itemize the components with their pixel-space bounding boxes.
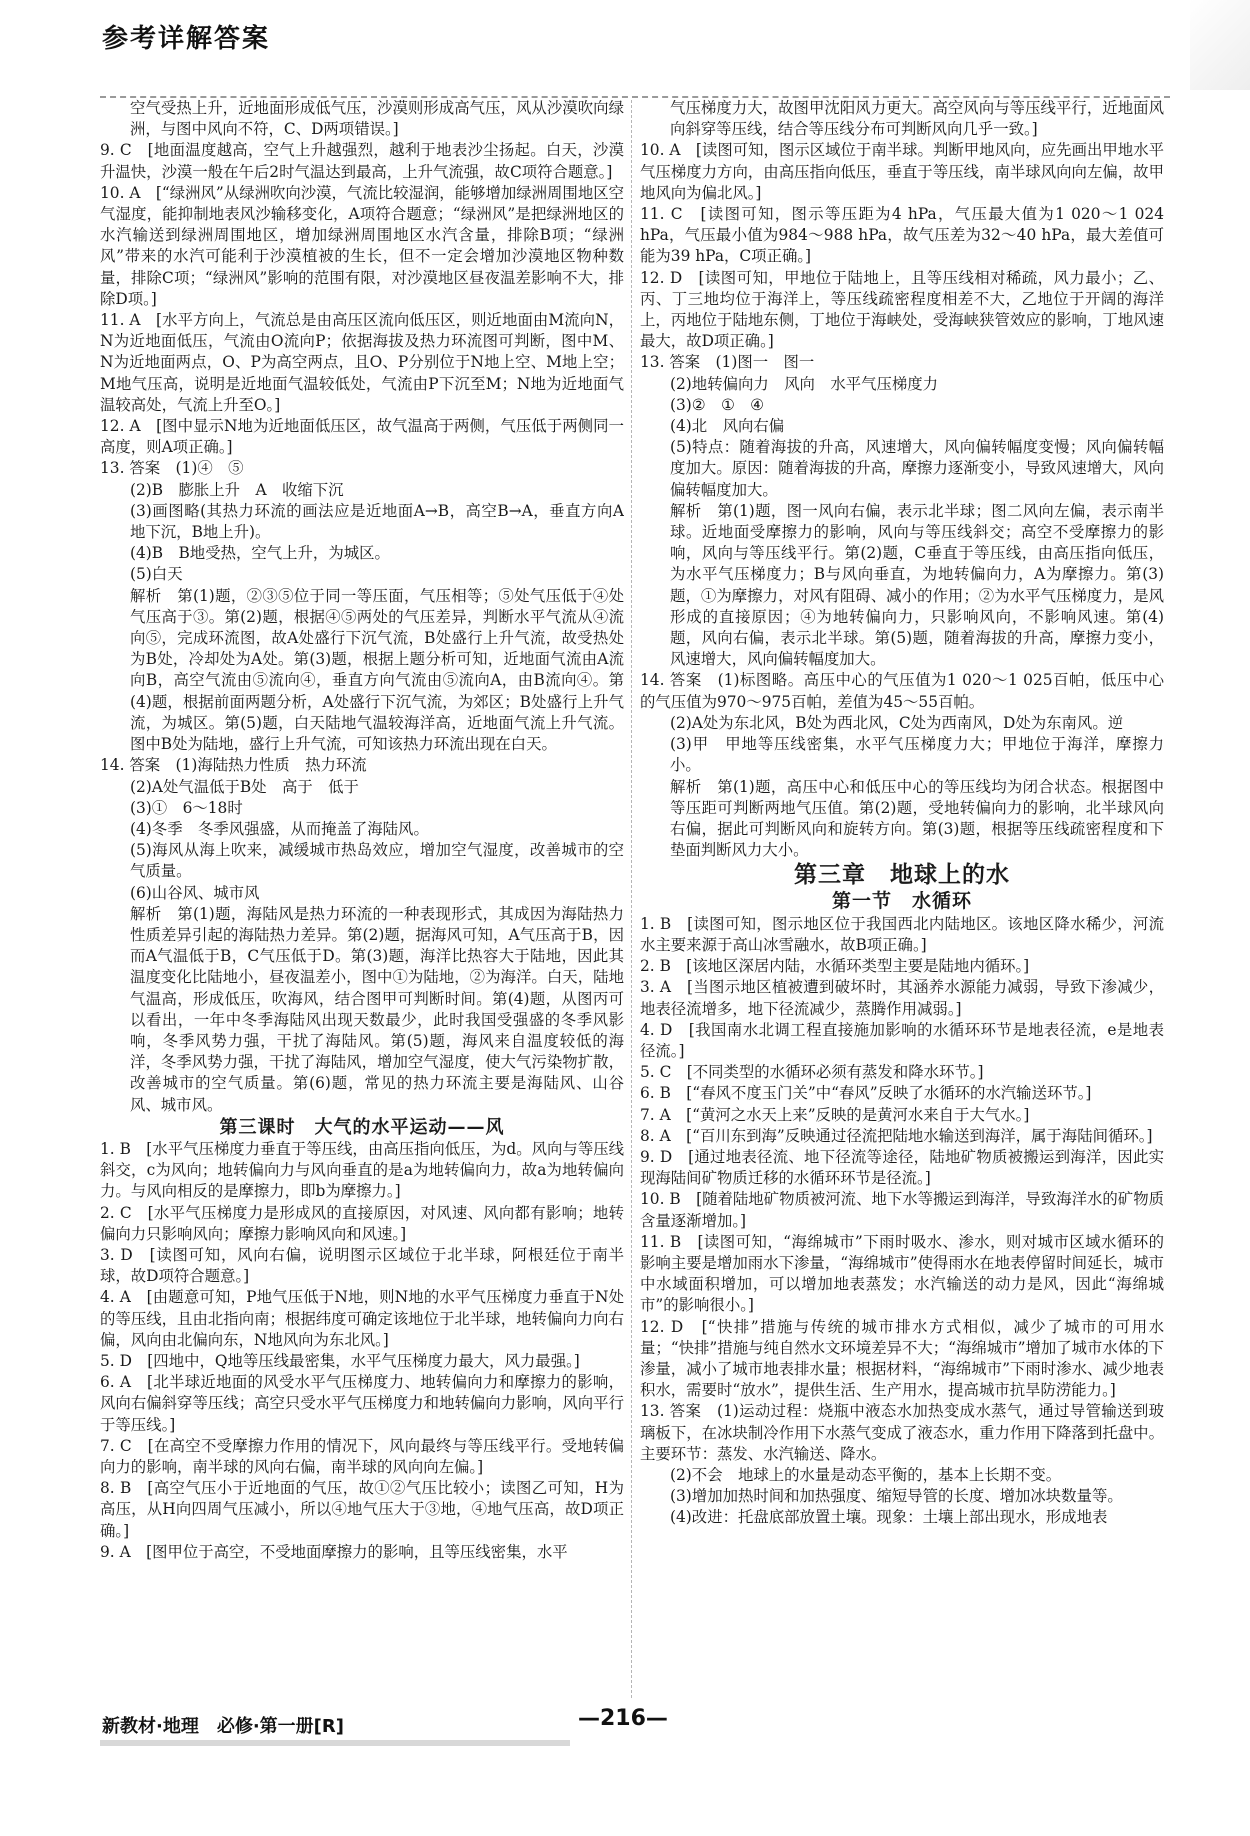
answer-paragraph: 解析 第(1)题，图一风向右偏，表示北半球；图二风向左偏，表示南半球。近地面受摩擦力的影响，风向与等压线斜交；高空不受摩擦力的影响，风向与等压线平行。第(2)题，C垂直于等压线，由高压指向低压，为水平气压梯度力；B与风向垂直，为地转偏向力，A为摩擦力。第(3)题，①为摩擦力，对风有阻碍、减小的作用；②为水平气压梯度力，是风形成的直接原因；④为地转偏向力，只影响风向，不影响风速。第(4)题，风向右偏，表示北半球。第(5)题，随着海拔的升高，摩擦力变小，风速增大，风向偏转幅度加大。 xyxy=(670,501,1164,669)
answer-paragraph: 空气受热上升，近地面形成低气压，沙漠则形成高气压，风从沙漠吹向绿洲，与图中风向不符，C、D两项错误。] xyxy=(130,99,624,139)
answer-paragraph: 5. D [四地中，Q地等压线最密集，水平气压梯度力最大，风力最强。] xyxy=(100,1351,580,1370)
answer-paragraph: 12. D [读图可知，甲地位于陆地上，且等压线相对稀疏，风力最小；乙、丙、丁三地均位于海洋上，等压线疏密程度相差不大，乙地位于开阔的海洋上，丙地位于陆地东侧，丁地位于海峡处，受海峡狭管效应的影响，丁地风速最大，故D项正确。] xyxy=(640,268,1164,351)
answer-paragraph: (6)山谷风、城市风 xyxy=(130,883,260,902)
answer-paragraph: 10. A [读图可知，图示区域位于南半球。判断甲地风向，应先画出甲地水平气压梯度力方向，由高压指向低压，垂直于等压线，南半球风向向左偏，故甲地风向为偏北风。] xyxy=(640,141,1164,202)
answer-paragraph: 12. D [“快排”措施与传统的城市排水方式相似，减少了城市的可用水量；“快排”措施与纯自然水文环境差异不大；“海绵城市”增加了城市水体的下渗量，减小了城市地表排水量；根据材料，“海绵城市”下雨时渗水、减少地表积水，需要时“放水”，提供生活、生产用水，提高城市抗旱防涝能力。] xyxy=(640,1317,1164,1400)
answer-paragraph: (5)海风从海上吹来，减缓城市热岛效应，增加空气湿度，改善城市的空气质量。 xyxy=(130,841,624,881)
answer-paragraph: 13. 答案 (1)图一 图一 xyxy=(640,353,815,372)
answer-paragraph: 3. A [当图示地区植被遭到破坏时，其涵养水源能力减弱，导致下渗减少，地表径流增多，地下径流减少，蒸腾作用减弱。] xyxy=(640,978,1164,1018)
right-column xyxy=(640,98,1164,1702)
answer-paragraph: 11. A [水平方向上，气流总是由高压区流向低压区，则近地面由M流向N，N为近地面低压，气流由O流向P；依据海拔及热力环流图可判断，图中M、N为近地面两点，O、P为高空两点，且O、P分别位于N地上空、M地上空；M地气压高，说明是近地面气温较低处，气流由P下沉至M；N地为近地面气温较高处，气流上升至O。] xyxy=(100,311,624,414)
answer-paragraph: (4)北 风向右偏 xyxy=(670,417,785,436)
page-corner-shadow xyxy=(1190,0,1250,90)
answer-paragraph: (3)② ① ④ xyxy=(670,395,764,414)
answer-paragraph: 13. 答案 (1)运动过程：烧瓶中液态水加热变成水蒸气，通过导管输送到玻璃板下，在冰块制冷作用下水蒸气变成了液态水，重力作用下降落到托盘中。主要环节：蒸发、水汽输送、降水。 xyxy=(640,1402,1164,1463)
answer-paragraph: 6. B [“春风不度玉门关”中“春风”反映了水循环的水汽输送环节。] xyxy=(640,1084,1092,1103)
answer-paragraph: 13. 答案 (1)④ ⑤ xyxy=(100,459,244,478)
answer-paragraph: 8. A [“百川东到海”反映通过径流把陆地水输送到海洋，属于海陆间循环。] xyxy=(640,1126,1153,1145)
answer-paragraph: 解析 第(1)题，②③⑤位于同一等压面，气压相等；⑤处气压低于④处气压高于③。第(2)题，根据④⑤两处的气压差异，判断水平气流从④流向⑤，完成环流图，故A处盛行下沉气流，B处盛行上升气流，故受热处为B处，冷却处为A处。第(3)题，根据上题分析可知，近地面气流由A流向B，高空气流由⑤流向④，垂直方向气流由⑤流向A，由B流向④。第(4)题，根据前面两题分析，A处盛行下沉气流，为郊区；B处盛行上升气流，为城区。第(5)题，白天陆地气温较海洋高，近地面气流上升气流。图中B处为陆地，盛行上升气流，可知该热力环流出现在白天。 xyxy=(130,586,624,754)
answer-paragraph: (2)A处气温低于B处 高于 低于 xyxy=(130,777,359,796)
page-number: —216— xyxy=(578,1706,668,1731)
answer-paragraph: 9. D [通过地表径流、地下径流等途径，陆地矿物质被搬运到海洋，因此实现海陆间矿物质迁移的水循环环节是径流。] xyxy=(640,1147,1164,1188)
answer-paragraph: (3)画图略(其热力环流的画法应是近地面A→B，高空B→A，垂直方向A地下沉，B地上升)。 xyxy=(130,501,624,542)
answer-paragraph: 2. C [水平气压梯度力是形成风的直接原因，对风速、风向都有影响；地转偏向力只影响风向；摩擦力影响风向和风速。] xyxy=(100,1203,624,1243)
answer-paragraph: 14. 答案 (1)标图略。高压中心的气压值为1 020～1 025百帕，低压中心的气压值为970～975百帕，差值为45～55百帕。 xyxy=(640,671,1164,711)
answer-paragraph: (2)B 膨胀上升 A 收缩下沉 xyxy=(130,480,344,499)
footer-bar xyxy=(100,1740,570,1746)
answer-paragraph: (3)① 6～18时 xyxy=(130,798,243,817)
lesson-heading: 第三课时 大气的水平运动——风 xyxy=(219,1116,505,1138)
answer-paragraph: 气压梯度力大，故图甲沈阳风力更大。高空风向与等压线平行，近地面风向斜穿等压线，结合等压线分布可判断风向几乎一致。] xyxy=(670,99,1164,139)
answer-paragraph: 9. C [地面温度越高，空气上升越强烈，越利于地表沙尘扬起。白天，沙漠升温快，沙漠一般在午后2时气温达到最高，上升气流强，故C项符合题意。] xyxy=(100,141,624,181)
column-divider xyxy=(631,100,632,1698)
answer-paragraph: (2)不会 地球上的水量是动态平衡的，基本上长期不变。 xyxy=(670,1466,1062,1484)
chapter-heading: 第三章 地球上的水 xyxy=(794,862,1010,889)
footer-book-title: 新教材·地理 必修·第一册[R] xyxy=(102,1716,344,1737)
answer-paragraph: (2)地转偏向力 风向 水平气压梯度力 xyxy=(670,374,939,393)
answer-paragraph: 3. D [读图可知，风向右偏，说明图示区域位于北半球，阿根廷位于南半球，故D项符合题意。] xyxy=(100,1245,624,1286)
answer-paragraph: 8. B [高空气压小于近地面的气压，故①②气压比较小；读图乙可知，H为高压，从H向四周气压减小，所以④地气压大于③地，④地气压高，故D项正确。] xyxy=(100,1479,624,1540)
answer-paragraph: 1. B [读图可知，图示地区位于我国西北内陆地区。该地区降水稀少，河流水主要来源于高山冰雪融水，故B项正确。] xyxy=(640,914,1164,954)
answer-paragraph: (4)B B地受热，空气上升，为城区。 xyxy=(130,544,390,563)
answer-paragraph: (4)冬季 冬季风强盛，从而掩盖了海陆风。 xyxy=(130,819,429,838)
answer-paragraph: 解析 第(1)题，高压中心和低压中心的等压线均为闭合状态。根据图中等压距可判断两地气压值。第(2)题，受地转偏向力的影响，北半球风向右偏，据此可判断风向和旋转方向。第(3)题，根据等压线疏密程度和下垫面判断风力大小。 xyxy=(670,777,1164,860)
answer-paragraph: 4. D [我国南水北调工程直接施加影响的水循环环节是地表径流，e是地表径流。] xyxy=(640,1020,1164,1060)
page-header-title: 参考详解答案 xyxy=(102,24,271,54)
answer-paragraph: 11. C [读图可知，图示等压距为4 hPa，气压最大值为1 020～1 024 hPa，气压最小值为984～988 hPa，故气压差为32～40 hPa，最大差值可能为39 hPa，C项正确。] xyxy=(640,205,1164,266)
answer-paragraph: 解析 第(1)题，海陆风是热力环流的一种表现形式，其成因为海陆热力性质差异引起的海陆热力差异。第(2)题，据海风可知，A气压高于B，因而A气温低于B，C气压低于D。第(3)题，海洋比热容大于陆地，因此其温度变化比陆地小，昼夜温差小，图中①为陆地，②为海洋。白天，陆地气温高，形成低压，吹海风，结合图甲可判断时间。第(4)题，从图丙可以看出，一年中冬季海陆风出现天数最少，此时我国受强盛的冬季风影响，冬季风势力强，干扰了海陆风。第(5)题，海风来自温度较低的海洋，冬季风势力强，干扰了海陆风，增加空气湿度，使大气污染物扩散，改善城市的空气质量。第(6)题，常见的热力环流主要是海陆风、山谷风、城市风。 xyxy=(130,904,624,1114)
answer-paragraph: 1. B [水平气压梯度力垂直于等压线，由高压指向低压，为d。风向与等压线斜交，c为风向；地转偏向力与风向垂直的是a为地转偏向力，故a为地转偏向力。与风向相反的是摩擦力，即b为摩擦力。] xyxy=(100,1139,624,1201)
left-column xyxy=(100,98,624,1702)
answer-paragraph: 12. A [图中显示N地为近地面低压区，故气温高于两侧，气压低于两侧同一高度，则A项正确。] xyxy=(100,417,624,457)
answer-paragraph: 10. A [“绿洲风”从绿洲吹向沙漠，气流比较湿润，能够增加绿洲周围地区空气湿度，能抑制地表风沙输移变化，A项符合题意；“绿洲风”是把绿洲地区的水汽输送到绿洲周围地区，增加绿洲周围地区水汽含量，排除B项；“绿洲风”带来的水汽可能利于沙漠植被的生长，但不一定会增加沙漠地区物种数量，排除C项；“绿洲风”影响的范围有限，对沙漠地区昼夜温差影响不大，排除D项。] xyxy=(100,183,624,308)
answer-paragraph: 9. A [图甲位于高空，不受地面摩擦力的影响，且等压线密集，水平 xyxy=(100,1542,568,1561)
answer-paragraph: (3)增加加热时间和加热强度、缩短导管的长度、增加冰块数量等。 xyxy=(670,1487,1123,1506)
answer-paragraph: 14. 答案 (1)海陆热力性质 热力环流 xyxy=(100,756,367,775)
answer-paragraph: 7. C [在高空不受摩擦力作用的情况下，风向最终与等压线平行。受地转偏向力的影响，南半球的风向右偏，南半球的风向向左偏。] xyxy=(100,1436,624,1476)
section-heading: 第一节 水循环 xyxy=(831,889,972,912)
answer-paragraph: 10. B [随着陆地矿物质被河流、地下水等搬运到海洋，导致海洋水的矿物质含量逐渐增加。] xyxy=(640,1190,1164,1230)
answer-paragraph: (5)特点：随着海拔的升高，风速增大，风向偏转幅度变慢；风向偏转幅度加大。原因：随着海拔的升高，摩擦力逐渐变小，导致风速增大，风向偏转幅度加大。 xyxy=(670,438,1164,499)
answer-paragraph: 5. C [不同类型的水循环必须有蒸发和降水环节。] xyxy=(640,1063,984,1082)
answer-paragraph: (5)白天 xyxy=(130,565,183,584)
answer-paragraph: (3)甲 甲地等压线密集，水平气压梯度力大；甲地位于海洋，摩擦力小。 xyxy=(670,735,1164,775)
answer-paragraph: 4. A [由题意可知，P地气压低于N地，则N地的水平气压梯度力垂直于N处的等压线，且由北指向南；根据纬度可确定该地位于北半球，地转偏向力向右偏，风向由北偏向东，N地风向为东北风。] xyxy=(100,1288,624,1349)
answer-paragraph: 6. A [北半球近地面的风受水平气压梯度力、地转偏向力和摩擦力的影响，风向右偏斜穿等压线；高空只受水平气压梯度力和地转偏向力影响，风向平行于等压线。] xyxy=(100,1373,624,1434)
answer-paragraph: (4)改进：托盘底部放置土壤。现象：土壤上部出现水，形成地表 xyxy=(670,1508,1108,1527)
answer-paragraph: (2)A处为东北风，B处为西北风，C处为西南风，D处为东南风。逆 xyxy=(670,713,1124,732)
answer-paragraph: 2. B [该地区深居内陆，水循环类型主要是陆地内循环。] xyxy=(640,957,1030,976)
answer-paragraph: 7. A [“黄河之水天上来”反映的是黄河水来自于大气水。] xyxy=(640,1105,1030,1124)
answer-paragraph: 11. B [读图可知，“海绵城市”下雨时吸水、渗水，则对城市区域水循环的影响主要是增加雨水下渗量，“海绵城市”使得雨水在地表停留时间延长，城市中水域面积增加，可以增加地表蒸发；水汽输送的动力是风，因此“海绵城市”的影响很小。] xyxy=(640,1232,1164,1315)
